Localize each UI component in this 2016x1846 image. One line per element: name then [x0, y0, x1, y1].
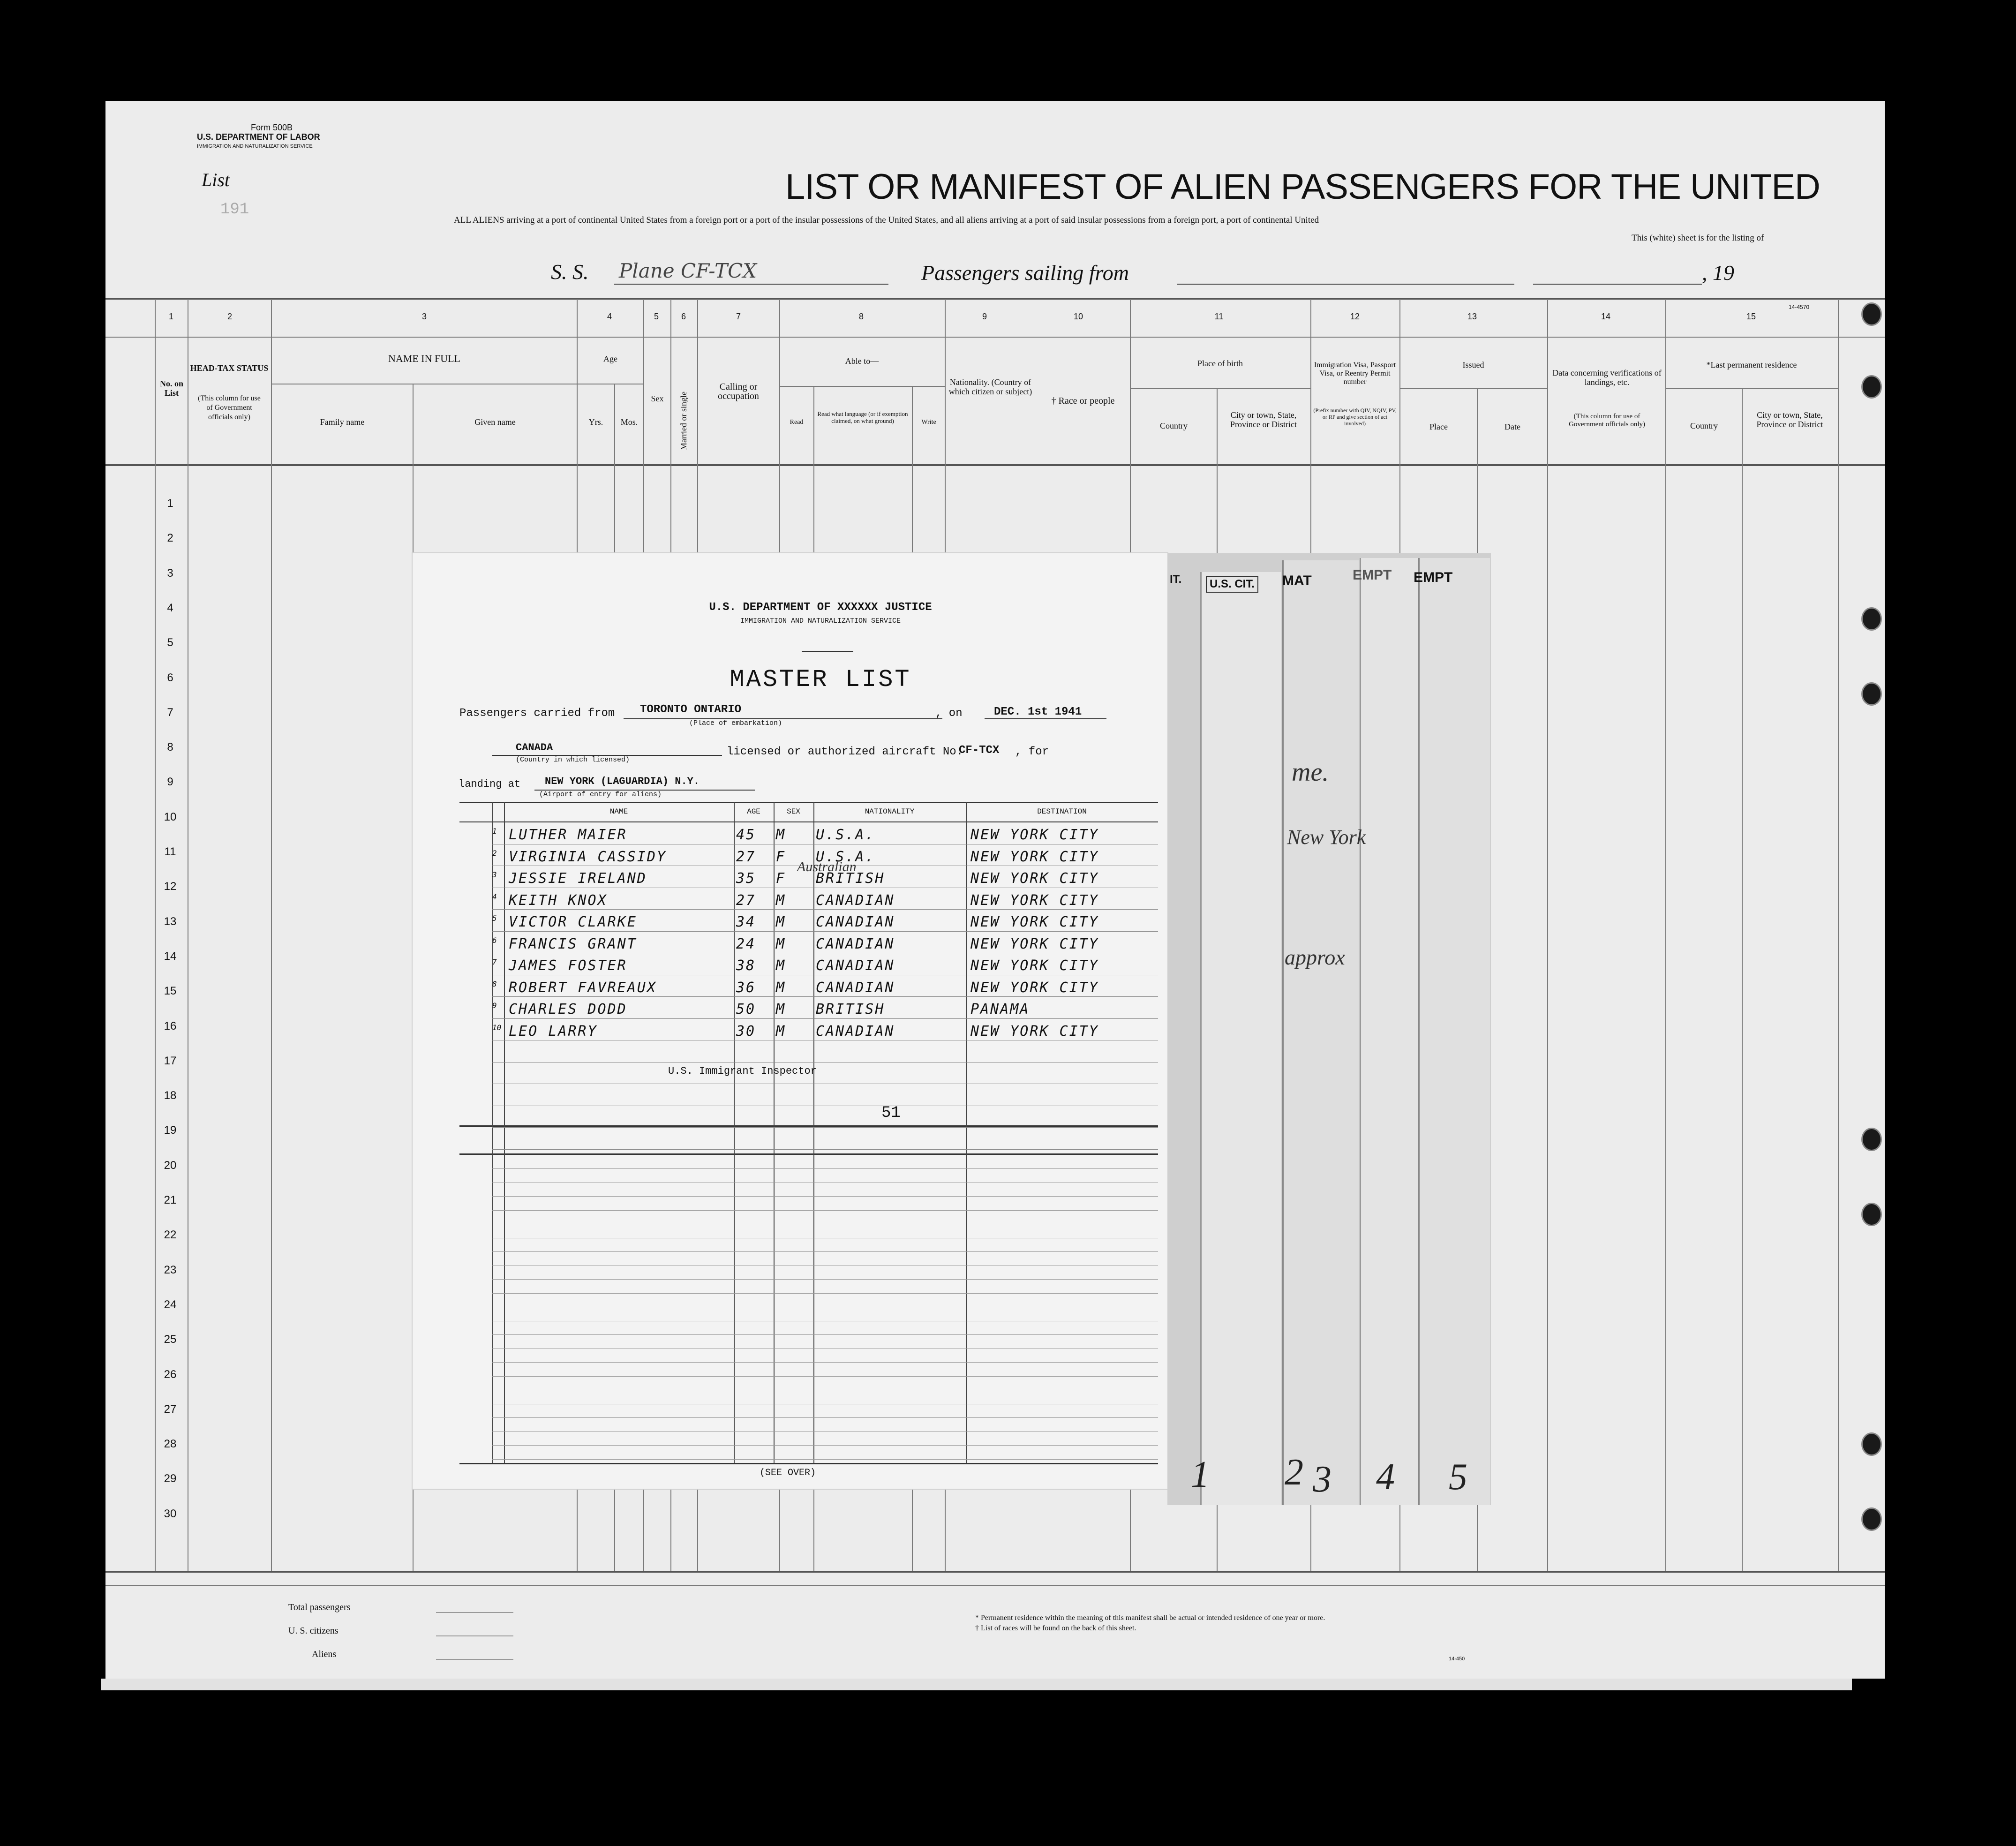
row-number: 3 — [167, 566, 173, 580]
card-passenger-name: LEO LARRY — [509, 1023, 598, 1040]
strip-tab-5: EMPT — [1414, 570, 1453, 585]
card-service: IMMIGRATION AND NATURALIZATION SERVICE — [740, 617, 901, 625]
card-passenger-nationality: CANADIAN — [816, 892, 895, 909]
card-passenger-destination: NEW YORK CITY — [970, 935, 1099, 952]
ss-value: Plane CF-TCX — [619, 259, 757, 282]
binder-hole — [1861, 1128, 1882, 1151]
strip-handwriting-approx: approx — [1285, 945, 1345, 969]
col-country-2: Country — [1690, 421, 1718, 430]
card-passenger-destination: PANAMA — [970, 1001, 1030, 1017]
card-passenger-destination: NEW YORK CITY — [970, 914, 1099, 930]
card-col-sex: SEX — [787, 807, 800, 816]
binder-hole — [1861, 1203, 1882, 1226]
form-subtitle: ALL ALIENS arriving at a port of continental United States from a foreign port or a port of the insular possessions of the United States, and all aliens arriving at a port of said insular possessions from a foreign port, a port of continental United — [454, 215, 1319, 225]
card-passenger-age: 50 — [736, 1001, 756, 1017]
col-family-name: Family name — [320, 417, 365, 427]
form-number: Form 500B — [251, 123, 293, 132]
form-code: 14-4570 — [1789, 304, 1810, 310]
card-passenger-nationality: CANADIAN — [816, 957, 895, 974]
card-passenger-destination: NEW YORK CITY — [970, 979, 1099, 996]
binder-hole — [1861, 302, 1882, 326]
card-passenger-sex: F — [776, 848, 786, 865]
service-label: IMMIGRATION AND NATURALIZATION SERVICE — [197, 143, 313, 149]
row-number: 24 — [164, 1298, 177, 1311]
strip-handwriting-me: me. — [1292, 758, 1329, 787]
card-licensed-label: licensed or authorized aircraft No. — [727, 746, 963, 758]
col-city: City or town, State, Province or District — [1230, 410, 1297, 429]
col-able-to: Able to— — [845, 356, 879, 366]
card-landing-note: (Airport of entry for aliens) — [539, 791, 662, 799]
card-passenger-destination: NEW YORK CITY — [970, 827, 1099, 843]
card-landing-label: landing at — [459, 778, 521, 790]
row-number: 9 — [167, 776, 173, 789]
card-row-number: 7 — [492, 957, 497, 966]
row-number: 19 — [164, 1124, 177, 1137]
row-number: 5 — [167, 636, 173, 649]
row-number: 28 — [164, 1438, 177, 1451]
col-num-7: 7 — [736, 312, 741, 321]
col-read: Read — [790, 419, 804, 426]
col-mos: Mos. — [620, 417, 638, 427]
footer-us-citizens: U. S. citizens — [288, 1626, 339, 1636]
card-row-number: 8 — [492, 979, 497, 988]
col-no-on-list: No. on List — [159, 379, 183, 398]
card-on-date: DEC. 1st 1941 — [994, 706, 1082, 718]
col-head-tax: HEAD-TAX STATUS — [190, 363, 269, 373]
binder-hole — [1861, 1432, 1882, 1456]
row-number: 23 — [164, 1263, 177, 1276]
col-place: Place — [1429, 422, 1448, 431]
footer-note-2: † List of races will be found on the back of this sheet. — [975, 1624, 1136, 1632]
row-number: 30 — [164, 1507, 177, 1520]
card-place-note: (Place of embarkation) — [689, 719, 782, 727]
col-num-11: 11 — [1214, 312, 1224, 321]
strip-number-5: 5 — [1449, 1456, 1467, 1498]
card-passenger-nationality: BRITISH — [816, 870, 885, 887]
card-passenger-nationality: CANADIAN — [816, 979, 895, 996]
strip-number-1: 1 — [1191, 1454, 1210, 1495]
card-passenger-name: JAMES FOSTER — [509, 957, 627, 974]
card-row-number: 6 — [492, 935, 497, 945]
row-number: 7 — [167, 706, 173, 719]
strip-tab-3: MAT — [1282, 573, 1312, 588]
col-num-1: 1 — [168, 312, 173, 321]
card-passenger-sex: M — [776, 827, 786, 843]
card-passenger-sex: M — [776, 914, 786, 930]
card-passenger-nationality: U.S.A. — [816, 848, 875, 865]
col-write: Write — [921, 419, 936, 426]
card-passenger-nationality: CANADIAN — [816, 914, 895, 930]
card-passenger-age: 34 — [736, 914, 756, 930]
binder-hole — [1861, 607, 1882, 631]
card-col-destination: DESTINATION — [1037, 807, 1087, 816]
footer-aliens: Aliens — [312, 1649, 337, 1659]
row-number: 4 — [167, 601, 173, 614]
card-passenger-name: FRANCIS GRANT — [509, 935, 637, 952]
card-passenger-name: LUTHER MAIER — [509, 827, 627, 843]
strip-tab-1: IT. — [1170, 573, 1182, 586]
card-count: 51 — [881, 1104, 901, 1122]
card-passenger-destination: NEW YORK CITY — [970, 870, 1099, 887]
row-number: 2 — [167, 532, 173, 545]
card-passenger-sex: M — [776, 957, 786, 974]
col-married: Married or single — [679, 392, 688, 450]
sheet-edge — [101, 1679, 1852, 1690]
card-passenger-destination: NEW YORK CITY — [970, 892, 1099, 909]
card-passenger-destination: NEW YORK CITY — [970, 957, 1099, 974]
card-passenger-age: 36 — [736, 979, 756, 996]
strip-number-4: 4 — [1376, 1456, 1395, 1498]
binder-hole — [1861, 1507, 1882, 1531]
col-city-2: City or town, State, Province or District — [1756, 410, 1823, 429]
card-country-note: (Country in which licensed) — [516, 756, 630, 764]
col-num-13: 13 — [1467, 312, 1477, 321]
card-department: U.S. DEPARTMENT OF XXXXXX JUSTICE — [709, 601, 932, 614]
col-nationality: Nationality. (Country of which citizen or subject) — [948, 377, 1032, 396]
col-read-what: Read what language (or if exemption claimed, on what ground) — [817, 410, 908, 424]
card-passenger-nationality: U.S.A. — [816, 827, 875, 843]
card-passenger-destination: NEW YORK CITY — [970, 1023, 1099, 1040]
col-place-of-birth: Place of birth — [1197, 359, 1243, 368]
card-passenger-nationality: CANADIAN — [816, 935, 895, 952]
row-number: 21 — [164, 1194, 177, 1206]
card-see-over: (SEE OVER) — [760, 1468, 816, 1478]
card-passenger-sex: M — [776, 935, 786, 952]
year-label: , 19 — [1702, 261, 1734, 285]
card-on-label: , on — [935, 707, 963, 720]
card-passenger-nationality: BRITISH — [816, 1001, 885, 1017]
department-label: U.S. DEPARTMENT OF LABOR — [197, 132, 320, 142]
row-number: 12 — [164, 880, 177, 893]
col-num-8: 8 — [858, 312, 864, 321]
footer-code: 14-450 — [1449, 1656, 1465, 1662]
card-row-number: 9 — [492, 1001, 497, 1010]
col-given-name: Given name — [474, 417, 516, 427]
col-num-4: 4 — [607, 312, 612, 321]
strip-tab-4: EMPT — [1353, 567, 1392, 583]
list-number: 191 — [220, 201, 249, 219]
card-passenger-name: ROBERT FAVREAUX — [509, 979, 657, 996]
col-num-15: 15 — [1746, 312, 1756, 321]
footer-note-1: * Permanent residence within the meaning of this manifest shall be actual or intended residence of one year or more. — [975, 1614, 1325, 1622]
row-number: 10 — [164, 810, 177, 823]
card-row-number: 10 — [492, 1023, 502, 1032]
card-passenger-name: CHARLES DODD — [509, 1001, 627, 1017]
row-number: 1 — [167, 497, 173, 510]
row-number: 27 — [164, 1402, 177, 1416]
row-number: 17 — [164, 1054, 177, 1067]
col-name-in-full: NAME IN FULL — [388, 353, 460, 364]
row-number: 13 — [164, 915, 177, 928]
col-race: † Race or people — [1051, 396, 1115, 406]
footer-total-passengers: Total passengers — [288, 1602, 351, 1612]
card-passenger-age: 45 — [736, 827, 756, 843]
card-passenger-age: 24 — [736, 935, 756, 952]
card-passenger-name: VICTOR CLARKE — [509, 914, 637, 930]
col-date: Date — [1504, 422, 1520, 431]
card-landing: NEW YORK (LAGUARDIA) N.Y. — [545, 776, 700, 787]
strip-handwriting-newyork: New York — [1287, 826, 1366, 849]
col-issued: Issued — [1462, 360, 1484, 369]
col-country: Country — [1159, 421, 1188, 430]
col-num-5: 5 — [654, 312, 659, 321]
card-passenger-name: KEITH KNOX — [509, 892, 608, 909]
col-num-2: 2 — [227, 312, 232, 321]
card-passenger-age: 27 — [736, 892, 756, 909]
col-sex: Sex — [651, 394, 664, 403]
col-num-3: 3 — [421, 312, 427, 321]
card-inspector: U.S. Immigrant Inspector — [668, 1065, 817, 1077]
card-passenger-age: 35 — [736, 870, 756, 887]
col-num-10: 10 — [1073, 312, 1083, 321]
card-passenger-name: JESSIE IRELAND — [509, 870, 647, 887]
card-passenger-age: 38 — [736, 957, 756, 974]
card-passenger-name: VIRGINIA CASSIDY — [509, 848, 667, 865]
card-passenger-age: 30 — [736, 1023, 756, 1040]
card-row-number: 3 — [492, 870, 497, 879]
strip-tab-2: U.S. CIT. — [1206, 576, 1258, 593]
col-num-14: 14 — [1601, 312, 1611, 321]
strip-number-3: 3 — [1313, 1459, 1331, 1500]
sailing-label: Passengers sailing from — [921, 261, 1129, 285]
col-num-12: 12 — [1350, 312, 1360, 321]
card-col-nationality: NATIONALITY — [865, 807, 915, 816]
row-number: 26 — [164, 1368, 177, 1381]
card-country: CANADA — [516, 742, 553, 753]
row-number: 11 — [164, 845, 176, 858]
card-aircraft: CF-TCX — [959, 744, 1000, 757]
row-number: 8 — [167, 741, 173, 754]
col-num-9: 9 — [982, 312, 987, 321]
row-number: 15 — [164, 985, 177, 998]
card-col-name: NAME — [609, 807, 628, 816]
card-row-number: 5 — [492, 914, 497, 923]
col-head-tax-note: (This column for use of Government officials only) — [198, 394, 261, 421]
row-number: 25 — [164, 1333, 177, 1346]
form-subtitle-2: This (white) sheet is for the listing of — [1632, 233, 1764, 243]
row-number: 6 — [167, 671, 173, 684]
binder-hole — [1861, 375, 1882, 399]
list-label: List — [202, 169, 230, 190]
row-number: 16 — [164, 1019, 177, 1032]
row-number: 14 — [164, 949, 177, 963]
col-yrs: Yrs. — [588, 417, 603, 427]
card-row-number: 1 — [492, 827, 497, 836]
row-number: 22 — [164, 1228, 177, 1242]
row-number: 18 — [164, 1089, 177, 1102]
form-title: LIST OR MANIFEST OF ALIEN PASSENGERS FOR THE UNITED — [785, 167, 1820, 207]
card-row-number: 4 — [492, 892, 497, 901]
row-number: 20 — [164, 1159, 177, 1172]
col-last-residence: *Last permanent residence — [1706, 360, 1797, 369]
ss-label: S. S. — [551, 260, 589, 284]
card-row-number: 2 — [492, 848, 497, 858]
col-verification: Data concerning verifications of landings, etc. — [1552, 368, 1662, 387]
col-visa: Immigration Visa, Passport Visa, or Reentry Permit number — [1314, 361, 1396, 386]
card-passenger-destination: NEW YORK CITY — [970, 848, 1099, 865]
card-passenger-sex: M — [776, 892, 786, 909]
card-carried-from: TORONTO ONTARIO — [640, 703, 742, 716]
col-visa-note: (Prefix number with QIV, NQIV, PV, or RP and give section of act involved) — [1313, 407, 1397, 427]
col-calling: Calling or occupation — [718, 382, 759, 401]
strip-number-2: 2 — [1285, 1452, 1303, 1493]
col-num-6: 6 — [681, 312, 686, 321]
card-passenger-sex: M — [776, 979, 786, 996]
row-number: 29 — [164, 1472, 177, 1485]
card-passenger-nationality: CANADIAN — [816, 1023, 895, 1040]
card-passenger-sex: M — [776, 1001, 786, 1017]
binder-hole — [1861, 682, 1882, 706]
card-title: MASTER LIST — [730, 666, 911, 693]
card-passenger-sex: M — [776, 1023, 786, 1040]
card-passenger-age: 27 — [736, 848, 756, 865]
card-passenger-sex: F — [776, 870, 786, 887]
card-annotation-nationality: Australian — [797, 859, 857, 874]
col-age: Age — [603, 354, 617, 363]
card-col-age: AGE — [747, 807, 760, 816]
card-for-label: , for — [1015, 746, 1049, 758]
col-verification-note: (This column for use of Government officials only) — [1568, 413, 1645, 428]
card-carried-label: Passengers carried from — [459, 707, 615, 720]
